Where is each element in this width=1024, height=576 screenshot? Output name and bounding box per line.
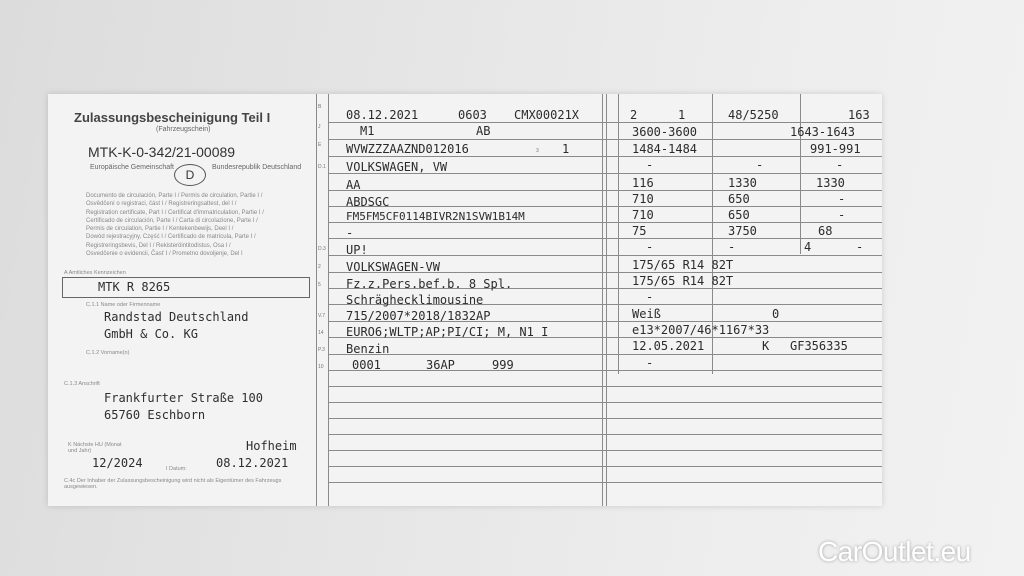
next-inspection: 12/2024 xyxy=(92,456,143,470)
type-approval: e13*2007/46*1167*33 xyxy=(632,323,770,337)
fine-print-line: Registreringsbevis, Del I / Rekisteröintitodistus, Osa I / xyxy=(86,242,231,249)
k-field: K xyxy=(762,339,770,353)
grid-row-line xyxy=(328,466,882,467)
make: VOLKSWAGEN, VW xyxy=(346,160,448,174)
field-code: 14 xyxy=(318,330,324,336)
stationary-noise: 75 xyxy=(632,224,647,238)
fine-print-line: Registration certificate, Part I / Certificat d'immatriculation, Partie I / xyxy=(86,209,264,216)
right-field: - xyxy=(646,240,654,254)
length: 3600-3600 xyxy=(632,125,698,139)
fine-print-line: Documento de circulación, Parte I / Permis de circulation, Partie I / xyxy=(86,193,263,199)
body-code: AB xyxy=(476,124,491,138)
first-registration: 08.12.2021 xyxy=(346,108,419,122)
grid-row-line xyxy=(328,255,882,256)
holder-city: 65760 Eschborn xyxy=(104,408,206,422)
fine-print-line: Osvedčenie o evidencii, Časť I / Prometno dovoljenje, Del I xyxy=(86,251,243,258)
field-code: V.7 xyxy=(318,313,326,319)
eu-label: Europäische Gemeinschaft xyxy=(89,164,174,171)
right-field: - xyxy=(838,208,846,222)
holder-street: Frankfurter Straße 100 xyxy=(104,391,263,405)
grid-divider xyxy=(618,94,619,374)
variant: ABDSGC xyxy=(346,195,390,209)
emission-code: 36AP xyxy=(426,358,455,372)
multilingual-fine-print xyxy=(86,192,318,266)
holder-name-line2: GmbH & Co. KG xyxy=(104,327,198,341)
max-mass: 1330 xyxy=(728,176,757,190)
manufacturer-name: VOLKSWAGEN-VW xyxy=(346,260,440,274)
country-label: Bundesrepublik Deutschland xyxy=(212,164,302,171)
engine-capacity: 999 xyxy=(492,358,514,372)
issue-date: 08.12.2021 xyxy=(216,456,289,470)
plate-label: A Amtliches Kennzeichen xyxy=(64,270,126,276)
empty-field: - xyxy=(346,226,354,240)
grid-row-line xyxy=(328,122,882,123)
manufacturer-code: 0603 xyxy=(458,108,487,122)
emission-class: EURO6;WLTP;AP;PI/CI; M, N1 I xyxy=(346,325,549,339)
grid-row-line xyxy=(328,238,882,239)
grid-row-line xyxy=(328,139,882,140)
grid-row-line xyxy=(328,434,882,435)
tyres-front: 175/65 R14 82T xyxy=(632,258,734,272)
field-code: P.3 xyxy=(318,347,325,353)
body-type: Schräghecklimousine xyxy=(346,293,484,307)
field-code: 5 xyxy=(318,282,321,288)
tyres-rear: 175/65 R14 82T xyxy=(632,274,734,288)
vehicle-type: AA xyxy=(346,178,361,192)
width: 1643-1643 xyxy=(790,125,856,139)
grid-row-line xyxy=(328,370,882,371)
color-code: 0 xyxy=(772,307,780,321)
power-rpm: 48/5250 xyxy=(728,108,779,122)
grid-row-line xyxy=(328,206,882,207)
emission-regulation: 715/2007*2018/1832AP xyxy=(346,309,491,323)
vehicle-class: M1 xyxy=(360,124,375,138)
grid-row-line xyxy=(328,402,882,403)
empty-mass: 991-991 xyxy=(810,142,861,156)
axle-load-1: 710 xyxy=(632,192,654,206)
field-code: D.1 xyxy=(318,164,326,170)
trade-name: UP! xyxy=(346,243,368,257)
field-code: 3 xyxy=(536,148,539,154)
field-code: E xyxy=(318,142,322,148)
right-field: - xyxy=(646,290,654,304)
height: 1484-1484 xyxy=(632,142,698,156)
certificate-number: GF356335 xyxy=(790,339,848,353)
color: Weiß xyxy=(632,307,661,321)
certificate-date: 12.05.2021 xyxy=(632,339,705,353)
grid-row-line xyxy=(328,156,882,157)
document-title: Zulassungsbescheinigung Teil I xyxy=(74,110,271,125)
check-digit: 1 xyxy=(562,142,570,156)
owner-note: C.4c Der Inhaber der Zulassungsbescheinigung wird nicht als Eigentümer des Fahrzeugs ausgewiesen. xyxy=(64,478,282,490)
right-field: - xyxy=(838,192,846,206)
right-field: - xyxy=(728,240,736,254)
grid-divider xyxy=(800,94,801,254)
grid-row-line xyxy=(328,354,882,355)
first-name-label: C.1.2 Vorname(n) xyxy=(86,350,130,356)
axle-load-2: 710 xyxy=(632,208,654,222)
drive-axles: 1 xyxy=(678,108,686,122)
fuel-type: Benzin xyxy=(346,342,390,356)
axle-load-1b: 650 xyxy=(728,192,750,206)
type-code: CMX00021X xyxy=(514,108,580,122)
max-speed: 163 xyxy=(848,108,870,122)
grid-divider xyxy=(316,94,317,506)
vehicle-category: Fz.z.Pers.bef.b. 8 Spl. xyxy=(346,277,513,291)
seats: 4 xyxy=(804,240,812,254)
version: FM5FM5CF0114BIVR2N1SVW1B14M xyxy=(346,210,525,223)
holder-name-line1: Randstad Deutschland xyxy=(104,310,249,324)
grid-row-line xyxy=(328,418,882,419)
registration-document xyxy=(48,94,882,506)
field-code: 10 xyxy=(318,364,324,370)
fine-print-line: Osvědčení o registraci, část I / Registreringsattest, del I / xyxy=(86,201,237,208)
field-code: 2 xyxy=(318,264,321,270)
fuel-code: 0001 xyxy=(352,358,381,372)
axles: 2 xyxy=(630,108,638,122)
hu-label: K Nächste HU (Monat und Jahr) xyxy=(68,442,122,454)
field-code: J xyxy=(318,124,321,130)
document-subtitle: (Fahrzeugschein) xyxy=(156,126,211,133)
grid-row-line xyxy=(328,386,882,387)
license-plate: MTK R 8265 xyxy=(98,280,171,294)
document-number: MTK-K-0-342/21-00089 xyxy=(88,144,236,160)
max-mass-national: 1330 xyxy=(816,176,845,190)
fine-print-line: Permis de circulation, Partie I / Kentekenbewijs, Deel I / xyxy=(86,226,234,233)
noise-rpm: 3750 xyxy=(728,224,757,238)
right-field: - xyxy=(836,158,844,172)
fine-print-line: Certificado de circulación, Parte I / Carta di circolazione, Parte I / xyxy=(86,217,258,224)
field-code: B xyxy=(318,104,322,110)
date-label: I Datum: xyxy=(166,466,187,472)
site-watermark: CarOutlet.eu xyxy=(818,536,971,567)
name-label: C.1.1 Name oder Firmenname xyxy=(86,302,161,308)
issue-place: Hofheim xyxy=(246,439,297,453)
holder-panel xyxy=(48,94,320,506)
right-field: - xyxy=(646,356,654,370)
right-field: - xyxy=(646,158,654,172)
address-label: C.1.3 Anschrift xyxy=(64,381,100,387)
grid-row-line xyxy=(328,482,882,483)
vin: WVWZZZAAZND012016 xyxy=(346,142,469,156)
grid-row-line xyxy=(328,450,882,451)
vehicle-data-grid xyxy=(316,94,882,506)
field-code: D.3 xyxy=(318,246,326,252)
drive-noise: 68 xyxy=(818,224,833,238)
right-field: - xyxy=(756,158,764,172)
right-field: - xyxy=(856,240,864,254)
grid-row-line xyxy=(328,190,882,191)
country-mark: D xyxy=(174,164,206,186)
axle-load-2b: 650 xyxy=(728,208,750,222)
fine-print-line: Dowód rejestracyjny, Część I / Certificado de matrícula, Parte I / xyxy=(86,234,256,241)
seat-mass: 116 xyxy=(632,176,654,190)
